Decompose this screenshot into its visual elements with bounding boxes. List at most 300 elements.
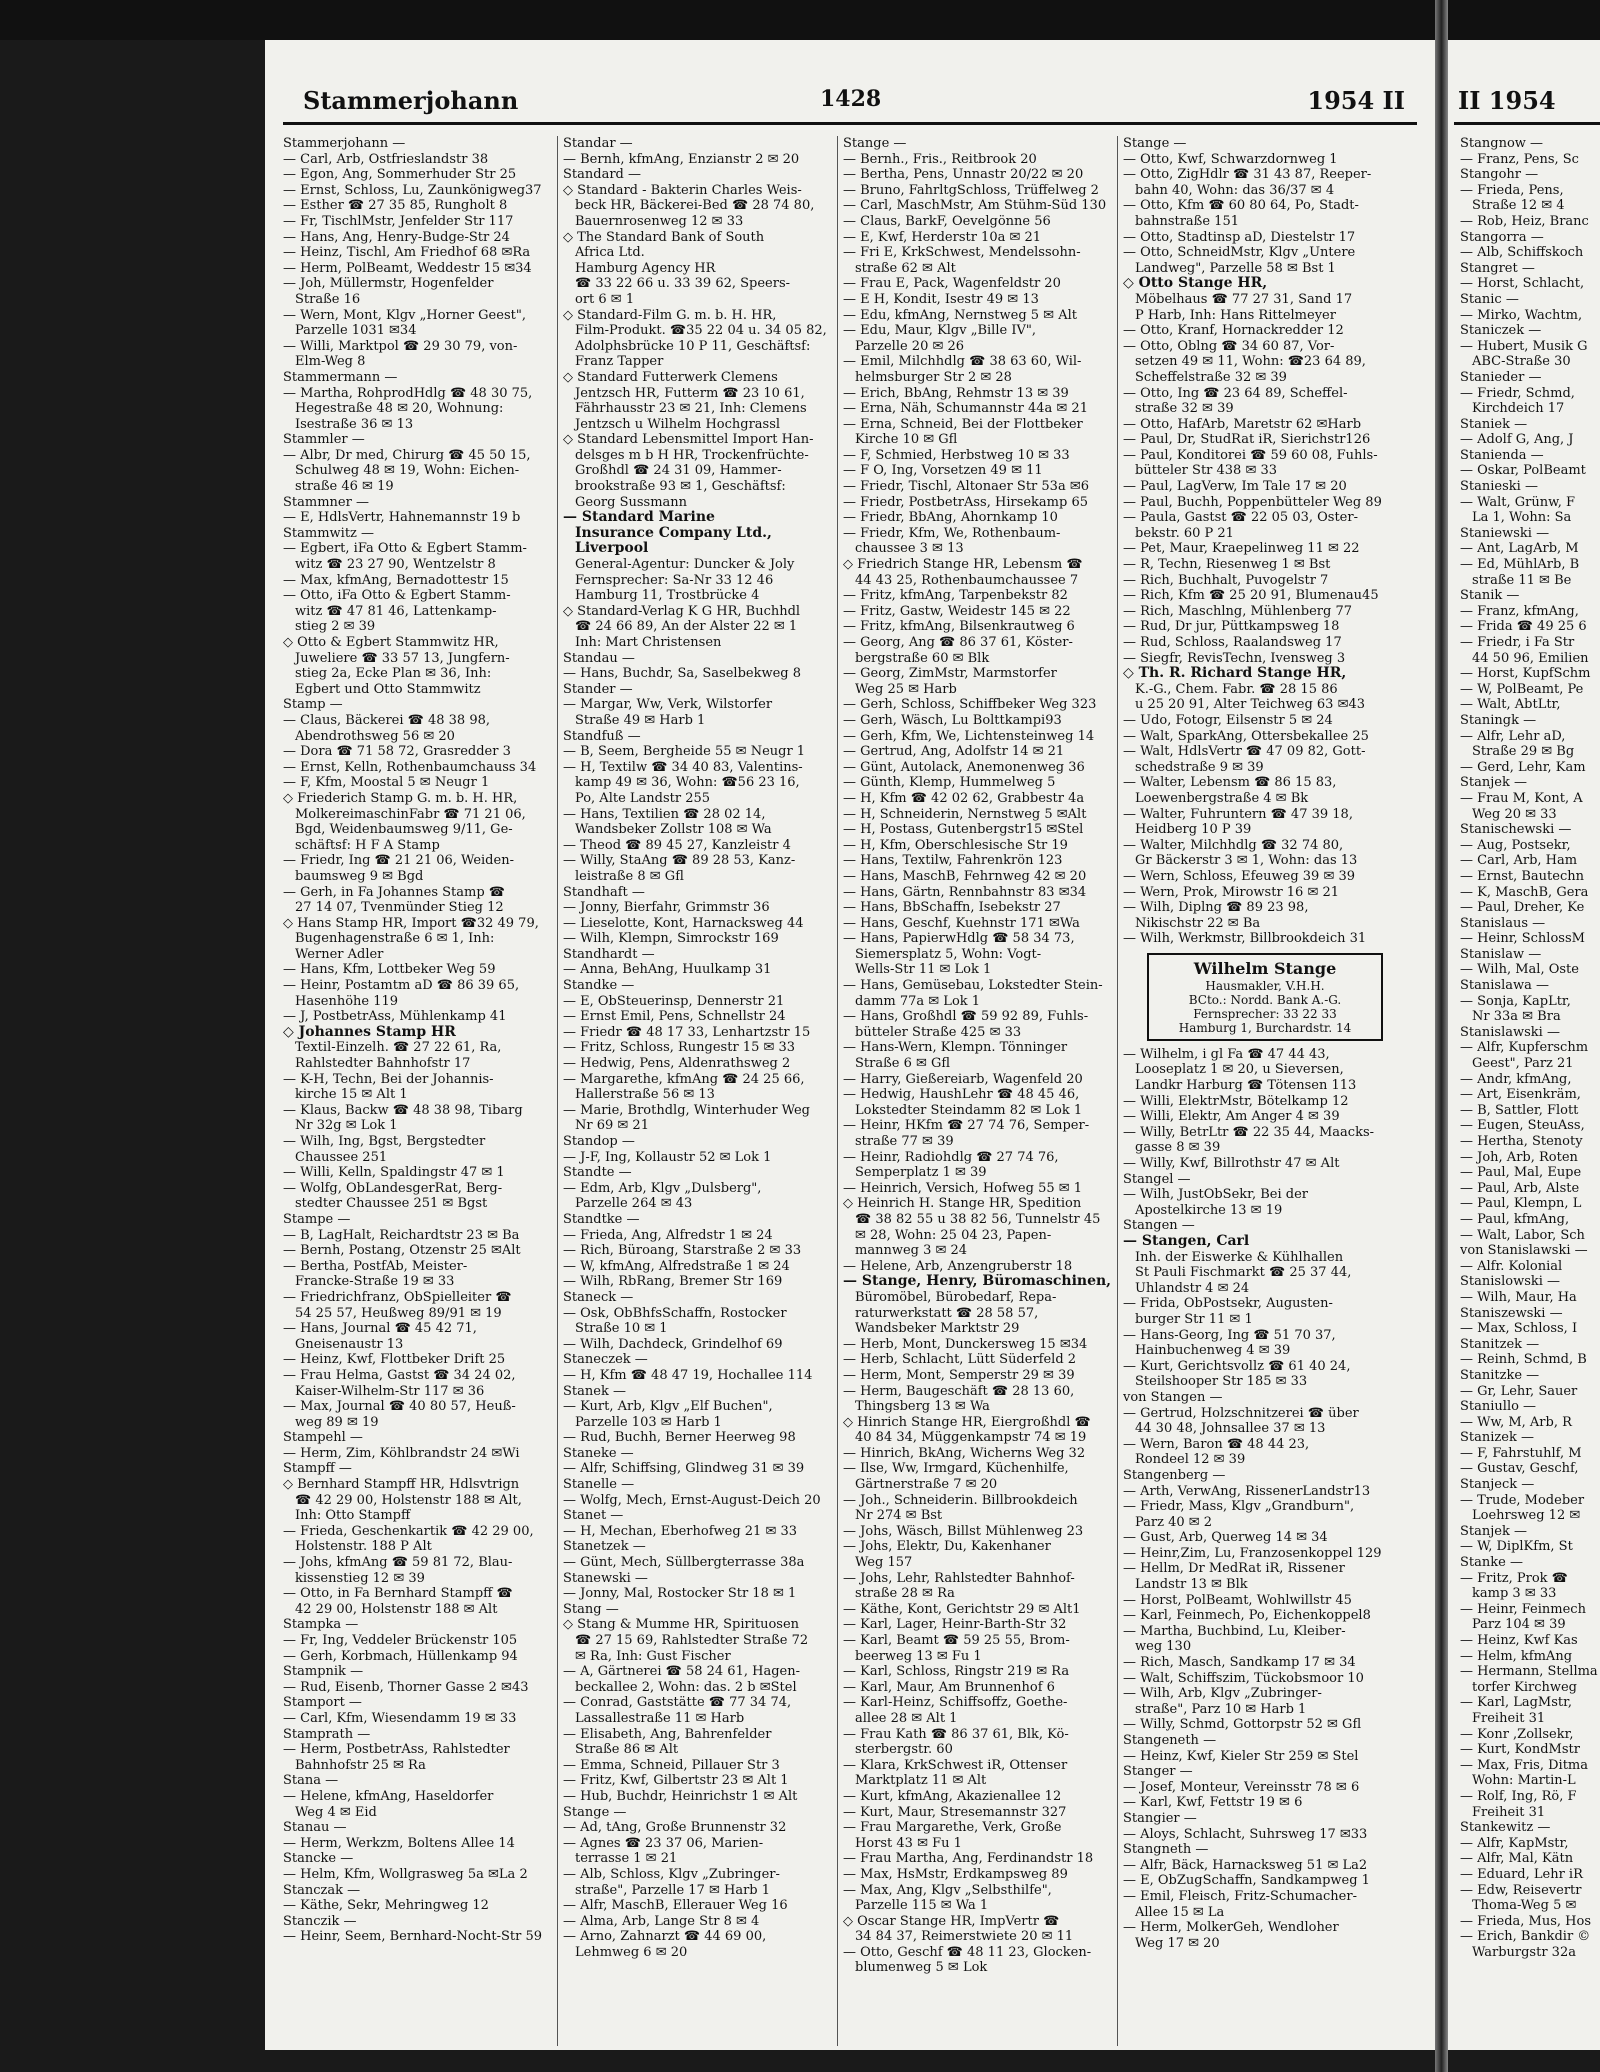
directory-entry: stieg 2a, Ecke Plan ✉ 36, Inh: (295, 666, 492, 682)
directory-entry: — Gertrud, Holzschnitzerei ☎ über (1123, 1405, 1359, 1421)
directory-entry: — R, Techn, Riesenweg 1 ✉ Bst (1123, 557, 1331, 573)
directory-entry: Straße 6 ✉ Gfl (855, 1056, 951, 1072)
directory-entry: — Hans, Gemüsebau, Lokstedter Stein- (843, 978, 1103, 994)
directory-entry: brookstraße 93 ✉ 1, Geschäftsf: (575, 479, 786, 495)
directory-entry: — Arth, VerwAng, RissenerLandstr13 (1123, 1483, 1371, 1499)
directory-entry: ◇ Standard-Film G. m. b. H. HR, (563, 307, 777, 323)
directory-entry: ◇ Oscar Stange HR, ImpVertr ☎ (843, 1913, 1060, 1929)
surname-heading: Stangier — (1123, 1810, 1197, 1826)
directory-entry: Semperplatz 1 ✉ 39 (855, 1165, 987, 1181)
directory-entry: — Alfr, Mal, Kätn (1460, 1851, 1574, 1867)
directory-entry: — Wilh, Diplng ☎ 89 23 98, (1123, 900, 1309, 916)
directory-entry: — Dora ☎ 71 58 72, Grasredder 3 (283, 744, 511, 760)
surname-heading: Stangneth — (1123, 1842, 1209, 1858)
surname-heading: Staniek — (1460, 416, 1528, 432)
directory-entry: — Paul, Dreher, Ke (1460, 900, 1585, 916)
directory-entry: Straße 49 ✉ Harb 1 (575, 712, 706, 728)
directory-entry: — Erich, BbAng, Rehmstr 13 ✉ 39 (843, 385, 1069, 401)
directory-entry: — Fritz, Prok ☎ (1460, 1570, 1568, 1586)
column-4 (1123, 136, 1391, 2046)
surname-heading: Standfuß — (563, 728, 641, 744)
directory-entry: — Günt, Autolack, Anemonenweg 36 (843, 759, 1085, 775)
directory-entry: straße 28 ✉ Ra (855, 1586, 955, 1602)
directory-entry: bekstr. 60 P 21 (1135, 525, 1234, 541)
directory-entry: — Helene, Arb, Anzengruberstr 18 (843, 1258, 1073, 1274)
directory-entry: — Fritz, Gastw, Weidestr 145 ✉ 22 (843, 603, 1071, 619)
surname-heading: Stammwitz — (283, 525, 375, 541)
facing-header-rule (1454, 122, 1600, 125)
directory-entry: leistraße 8 ✉ Gfl (575, 868, 684, 884)
directory-entry: — Margar, Ww, Verk, Wilstorfer (563, 697, 773, 713)
directory-entry: — Fritz, kfmAng, Bilsenkrautweg 6 (843, 619, 1075, 635)
directory-entry: — Frieda, Pens, (1460, 182, 1564, 198)
directory-entry: — Wilh, Arb, Klgv „Zubringer- (1123, 1686, 1322, 1702)
directory-entry: — Hans, BbSchaffn, Isebekstr 27 (843, 900, 1061, 916)
directory-entry: — Max, Fris, Ditma (1460, 1757, 1589, 1773)
directory-entry: — Alfr, Bäck, Harnacksweg 51 ✉ La2 (1123, 1857, 1368, 1873)
surname-heading: Stanjek — (1460, 775, 1527, 791)
directory-entry: — Willi, Kelln, Spaldingstr 47 ✉ 1 (283, 1165, 505, 1181)
directory-entry: — Gertrud, Ang, Adolfstr 14 ✉ 21 (843, 744, 1065, 760)
directory-entry: — B, LagHalt, Reichardtstr 23 ✉ Ba (283, 1227, 520, 1243)
directory-entry: — Ad, tAng, Große Brunnenstr 32 (563, 1820, 787, 1836)
directory-entry: — Paul, Konditorei ☎ 59 60 08, Fuhls- (1123, 447, 1378, 463)
directory-entry: — Wolfg, ObLandesgerRat, Berg- (283, 1180, 503, 1196)
directory-entry: — Ww, M, Arb, R (1460, 1414, 1572, 1430)
directory-entry: — Walter, Fuhruntern ☎ 47 39 18, (1123, 806, 1353, 822)
directory-entry: — Gerh, Korbmach, Hüllenkamp 94 (283, 1648, 518, 1664)
directory-entry: — Karl, LagMstr, (1460, 1695, 1573, 1711)
surname-heading: Stanic — (1460, 291, 1519, 307)
directory-entry: schedstraße 9 ✉ 39 (1135, 759, 1264, 775)
directory-entry: Abendrothsweg 56 ✉ 20 (295, 728, 455, 744)
directory-entry: K.-G., Chem. Fabr. ☎ 28 15 86 (1135, 681, 1338, 697)
directory-entry: — Harry, Gießereiarb, Wagenfeld 20 (843, 1071, 1083, 1087)
directory-entry: — F, Fahrstuhlf, M (1460, 1445, 1582, 1461)
directory-entry: — Rob, Heiz, Branc (1460, 213, 1589, 229)
directory-entry: — Friedr, i Fa Str (1460, 635, 1575, 650)
directory-entry: Kirche 10 ✉ Gfl (855, 432, 958, 448)
directory-entry: Nikischstr 22 ✉ Ba (1135, 915, 1261, 931)
directory-entry: Thoma-Weg 5 ✉ (1472, 1898, 1577, 1914)
directory-entry: blumenweg 5 ✉ Lok (855, 1960, 988, 1976)
directory-entry: — W, PolBeamt, Pe (1460, 681, 1584, 697)
directory-entry: — Standard Marine (563, 510, 715, 526)
surname-heading: Stanczik — (283, 1913, 357, 1929)
surname-heading: Stammerjohann — (283, 136, 406, 151)
directory-entry: — Rud, Dr jur, Püttkampsweg 18 (1123, 619, 1340, 635)
ad-line3: Fernsprecher: 33 22 33 (1193, 1006, 1337, 1021)
directory-entry: bütteler Straße 425 ✉ 33 (855, 1024, 1022, 1040)
running-head: Stammerjohann (303, 86, 519, 115)
directory-entry: Georg Sussmann (575, 494, 688, 510)
directory-entry: — Ernst, Bautechn (1460, 868, 1584, 884)
directory-entry: — Heinr, Seem, Bernhard-Nocht-Str 59 (283, 1929, 543, 1945)
surname-heading: Stangohr — (1460, 167, 1539, 183)
directory-entry: ◇ Standard - Bakterin Charles Weis- (563, 182, 802, 198)
directory-entry: — Friedr, Ing ☎ 21 21 06, Weiden- (283, 853, 514, 869)
directory-entry: — Eduard, Lehr iR (1460, 1866, 1583, 1882)
directory-entry: kirche 15 ✉ Alt 1 (295, 1087, 408, 1103)
directory-entry: witz ☎ 47 81 46, Lattenkamp- (295, 603, 497, 619)
directory-entry: — Alb, Schiffskoch (1460, 245, 1584, 261)
directory-entry: — A, Gärtnerei ☎ 58 24 61, Hagen- (563, 1664, 800, 1680)
directory-entry: terrasse 1 ✉ 21 (575, 1851, 678, 1867)
directory-entry: Werner Adler (295, 946, 384, 962)
directory-entry: — Marie, Brothdlg, Winterhuder Weg (563, 1102, 810, 1118)
surname-heading: Standhardt — (563, 946, 655, 962)
directory-entry: — Egbert, iFa Otto & Egbert Stamm- (283, 541, 527, 557)
directory-entry: Juweliere ☎ 33 57 13, Jungfern- (295, 650, 510, 666)
directory-entry: bütteler Str 438 ✉ 33 (1135, 463, 1278, 479)
surname-heading: Stanitzek — (1460, 1336, 1540, 1352)
directory-entry: ☎ 27 15 69, Rahlstedter Straße 72 (575, 1633, 809, 1648)
directory-entry: — Albr, Dr med, Chirurg ☎ 45 50 15, (283, 447, 531, 463)
directory-entry: — Andr, kfmAng, (1460, 1071, 1572, 1087)
directory-entry: — Hinrich, BkAng, Wicherns Weg 32 (843, 1445, 1086, 1461)
directory-entry: — Walt, SparkAng, Ottersbekallee 25 (1123, 728, 1369, 744)
surname-heading: Stampnik — (283, 1664, 364, 1680)
directory-entry: — Alfr, Schiffsing, Glindweg 31 ✉ 39 (563, 1461, 805, 1477)
directory-entry: — Friedr ☎ 48 17 33, Lenhartzstr 15 (563, 1024, 811, 1040)
directory-entry: — Rolf, Ing, Rö, F (1460, 1788, 1577, 1804)
directory-entry: Siemersplatz 5, Wohn: Vogt- (855, 946, 1042, 962)
directory-entry: — Klaus, Backw ☎ 48 38 98, Tibarg (283, 1102, 523, 1118)
directory-entry: — Fr, Ing, Veddeler Brückenstr 105 (283, 1633, 518, 1648)
directory-entry: — Bernh., Fris., Reitbrook 20 (843, 151, 1037, 167)
directory-entry: — Paul, Klempn, L (1460, 1196, 1582, 1212)
surname-heading: Stampe — (283, 1211, 351, 1227)
directory-entry: — Frau Kath ☎ 86 37 61, Blk, Kö- (843, 1726, 1069, 1742)
directory-entry: Uhlandstr 4 ✉ 24 (1135, 1280, 1250, 1296)
directory-entry: ◇ Friederich Stamp G. m. b. H. HR, (283, 790, 518, 806)
directory-entry: ◇ Standard-Verlag K G HR, Buchhdl (563, 603, 801, 619)
directory-entry: La 1, Wohn: Sa (1472, 510, 1572, 526)
directory-entry: — Herb, Mont, Dunckersweg 15 ✉34 (843, 1336, 1088, 1352)
surname-heading: Stander — (563, 681, 633, 697)
surname-heading: Stanislawa — (1460, 978, 1550, 994)
directory-entry: Hamburg 11, Trostbrücke 4 (575, 588, 760, 604)
column-2 (563, 136, 831, 2046)
directory-entry: — Gerd, Lehr, Kam (1460, 759, 1586, 775)
directory-entry: — Ernst Emil, Pens, Schnellstr 24 (563, 1009, 786, 1025)
directory-entry: — Lieselotte, Kont, Harnacksweg 44 (563, 915, 804, 931)
directory-entry: — K-H, Techn, Bei der Johannis- (283, 1071, 494, 1087)
directory-entry: — Walt, Grünw, F (1460, 494, 1575, 510)
surname-heading: Stanieski — (1460, 479, 1538, 495)
surname-heading: Stamp — (283, 697, 343, 713)
directory-entry: — Friedr, Schmd, (1460, 385, 1575, 401)
directory-entry: beck HR, Bäckerei-Bed ☎ 28 74 80, (575, 198, 815, 214)
directory-entry: — Gerh, Wäsch, Lu Bolttkampi93 (843, 712, 1062, 728)
directory-entry: Film-Produkt. ☎35 22 04 u. 34 05 82, (575, 323, 827, 339)
directory-entry: MolkereimaschinFabr ☎ 71 21 06, (295, 806, 526, 822)
surname-heading: Stangen — (1123, 1218, 1195, 1234)
directory-entry: — Friedr, Tischl, Altonaer Str 53a ✉6 (843, 479, 1089, 495)
directory-entry: — Rich, Maschlng, Mühlenberg 77 (1123, 603, 1353, 619)
directory-entry: ◇ The Standard Bank of South (563, 229, 765, 245)
directory-entry: — H, Textilw ☎ 34 40 83, Valentins- (563, 759, 803, 775)
directory-entry: — Gerh, Schloss, Schiffbeker Weg 323 (843, 697, 1097, 713)
directory-entry: — Hermann, Stellma (1460, 1664, 1598, 1680)
directory-entry: — Wilh, Werkmstr, Billbrookdeich 31 (1123, 931, 1367, 947)
directory-entry: — Kurt, Arb, Klgv „Elf Buchen", (563, 1399, 773, 1415)
directory-entry: — Herb, Schlacht, Lütt Süderfeld 2 (843, 1352, 1077, 1368)
directory-entry: — Sonja, KapLtr, (1460, 993, 1571, 1009)
directory-entry: — Wilhelm, i gl Fa ☎ 47 44 43, (1123, 1046, 1330, 1062)
directory-entry: — Kurt, KondMstr (1460, 1742, 1580, 1758)
directory-entry: Parz 40 ✉ 2 (1135, 1514, 1213, 1530)
directory-entry: — H, Kfm ☎ 48 47 19, Hochallee 114 (563, 1367, 813, 1383)
directory-entry: — Paul, Buchh, Poppenbütteler Weg 89 (1123, 494, 1382, 510)
directory-entry: Warburgstr 32a (1472, 1944, 1576, 1960)
directory-entry: weg 89 ✉ 19 (295, 1414, 379, 1430)
directory-entry: — F O, Ing, Vorsetzen 49 ✉ 11 (843, 463, 1043, 479)
surname-heading: Stanislaw — (1460, 946, 1542, 962)
directory-entry: — Horst, Schlacht, (1460, 276, 1585, 292)
directory-entry: straße 77 ✉ 39 (855, 1134, 954, 1149)
directory-entry: — Erna, Schneid, Bei der Flottbeker (843, 416, 1083, 432)
surname-heading: Stangel — (1123, 1171, 1191, 1187)
directory-entry: ◇ Friedrich Stange HR, Lebensm ☎ (843, 557, 1083, 573)
directory-entry: Nr 69 ✉ 21 (575, 1118, 649, 1134)
directory-entry: sterbergstr. 60 (855, 1742, 953, 1758)
directory-entry: Chaussee 251 (295, 1149, 388, 1165)
directory-entry: — Eugen, SteuAss, (1460, 1118, 1585, 1134)
directory-entry: — Helm, Kfm, Wollgrasweg 5a ✉La 2 (283, 1866, 528, 1882)
directory-entry: — Arno, Zahnarzt ☎ 44 69 00, (563, 1929, 767, 1945)
directory-entry: — Wilh, Maur, Ha (1460, 1289, 1577, 1305)
directory-entry: ◇ Standard Lebensmittel Import Han- (563, 432, 814, 448)
directory-entry: — Erich, Bankdir © (1460, 1929, 1591, 1945)
directory-entry: helmsburger Str 2 ✉ 28 (855, 369, 1012, 385)
directory-entry: Weg 17 ✉ 20 (1135, 1935, 1220, 1951)
directory-entry: Nr 32g ✉ Lok 1 (295, 1118, 398, 1134)
directory-entry: — Heinr, Feinmech (1460, 1601, 1586, 1617)
directory-entry: — E H, Kondit, Isestr 49 ✉ 13 (843, 291, 1039, 307)
directory-entry: — Walt, Schiffszim, Tückobsmoor 10 (1123, 1670, 1364, 1686)
directory-entry: — Paula, Gastst ☎ 22 05 03, Oster- (1123, 510, 1358, 526)
directory-entry: — H, Kfm ☎ 42 02 62, Grabbestr 4a (843, 790, 1085, 806)
directory-entry: Hainbuchenweg 4 ✉ 39 (1135, 1343, 1291, 1359)
header-rule (283, 122, 1417, 125)
directory-entry: — Herm, Mont, Semperstr 29 ✉ 39 (843, 1367, 1075, 1383)
directory-entry: ◇ Bernhard Stampff HR, Hdlsvtrign (283, 1477, 520, 1493)
directory-entry: — W, DiplKfm, St (1460, 1539, 1573, 1555)
directory-entry: gasse 8 ✉ 39 (1135, 1140, 1221, 1156)
surname-heading: Stampka — (283, 1617, 359, 1633)
directory-entry: — Anna, BehAng, Huulkamp 31 (563, 962, 772, 978)
directory-entry: — Franz, Pens, Sc (1460, 151, 1579, 167)
directory-entry: — Jonny, Mal, Rostocker Str 18 ✉ 1 (563, 1586, 797, 1602)
directory-entry: — Fri E, KrkSchwest, Mendelssohn- (843, 245, 1081, 261)
directory-entry: Schulweg 48 ✉ 19, Wohn: Eichen- (295, 463, 520, 479)
directory-entry: — Walt, Labor, Sch (1460, 1227, 1585, 1243)
surname-heading: Stanitzke — (1460, 1367, 1540, 1383)
directory-entry: — Ernst, Kelln, Rothenbaumchauss 34 (283, 759, 537, 775)
directory-entry: Allee 15 ✉ La (1135, 1904, 1225, 1920)
surname-heading: von Stangen — (1123, 1389, 1223, 1405)
directory-entry: Insurance Company Ltd., (575, 525, 772, 541)
directory-entry: — Otto, ZigHdlr ☎ 31 43 87, Reeper- (1123, 167, 1372, 183)
directory-entry: — Wern, Baron ☎ 48 44 23, (1123, 1436, 1310, 1452)
directory-entry: Großhdl ☎ 24 31 09, Hammer- (575, 463, 782, 479)
surname-heading: Stanik — (1460, 588, 1520, 604)
directory-entry: — Otto, SchneidMstr, Klgv „Untere (1123, 245, 1356, 261)
surname-heading: Stangorra — (1460, 229, 1544, 245)
surname-heading: Stanischewski — (1460, 822, 1572, 838)
directory-entry: — Conrad, Gaststätte ☎ 77 34 74, (563, 1695, 792, 1711)
directory-entry: — Carl, Kfm, Wiesendamm 19 ✉ 33 (283, 1710, 517, 1726)
directory-entry: Parz 104 ✉ 39 (1472, 1617, 1566, 1633)
directory-entry: — Rich, Büroang, Starstraße 2 ✉ 33 (563, 1243, 802, 1259)
surname-heading: Stanislowski — (1460, 1274, 1561, 1290)
directory-entry: burger Str 11 ✉ 1 (1135, 1311, 1253, 1327)
directory-entry: — Udo, Fotogr, Eilsenstr 5 ✉ 24 (1123, 712, 1333, 728)
directory-entry: — Herm, Werkzm, Boltens Allee 14 (283, 1835, 515, 1851)
column-3 (843, 136, 1111, 2046)
directory-entry: — Herm, Zim, Köhlbrandstr 24 ✉Wi (283, 1445, 520, 1461)
directory-entry: Inh. der Eiswerke & Kühlhallen (1135, 1249, 1344, 1265)
directory-entry: — B, Sattler, Flott (1460, 1102, 1579, 1118)
directory-entry: — Hans, Kfm, Lottbeker Weg 59 (283, 962, 496, 978)
directory-entry: — Horst, KupfSchm (1460, 666, 1591, 682)
directory-entry: — Bertha, PostfAb, Meister- (283, 1258, 468, 1274)
directory-entry: — Heinz, Kwf, Flottbeker Drift 25 (283, 1352, 506, 1368)
directory-entry: bergstraße 60 ✉ Blk (855, 650, 990, 666)
directory-entry: — Wern, Schloss, Efeuweg 39 ✉ 39 (1123, 868, 1356, 884)
directory-entry: Freiheit 31 (1472, 1710, 1546, 1726)
directory-entry: straße 11 ✉ Be (1472, 572, 1572, 588)
directory-entry: Apostelkirche 13 ✉ 19 (1135, 1202, 1283, 1218)
directory-entry: Kaiser-Wilhelm-Str 117 ✉ 36 (295, 1383, 485, 1399)
directory-entry: — Bernh, kfmAng, Enzianstr 2 ✉ 20 (563, 151, 800, 167)
directory-entry: Büromöbel, Bürobedarf, Repa- (855, 1289, 1057, 1305)
surname-heading: Stampehl — (283, 1430, 363, 1446)
directory-entry: straße 32 ✉ 39 (1135, 401, 1234, 417)
directory-entry: — Aloys, Schlacht, Suhrsweg 17 ✉33 (1123, 1826, 1368, 1842)
surname-heading: Staniszewski — (1460, 1305, 1563, 1321)
surname-heading: Staniewski — (1460, 525, 1550, 541)
directory-entry: — Käthe, Sekr, Mehringweg 12 (283, 1898, 489, 1914)
directory-entry: Bugenhagenstraße 6 ✉ 1, Inh: (295, 931, 495, 947)
directory-entry: — Otto, Geschf ☎ 48 11 23, Glocken- (843, 1944, 1092, 1960)
directory-entry: Nr 33a ✉ Bra (1472, 1009, 1561, 1025)
directory-entry: — Walter, Lebensm ☎ 86 15 83, (1123, 775, 1337, 791)
directory-entry: — Otto, in Fa Bernhard Stampff ☎ (283, 1586, 513, 1602)
surname-heading: Stangeneth — (1123, 1733, 1217, 1748)
directory-entry: — Herm, PostbetrAss, Rahlstedter (283, 1742, 510, 1758)
directory-entry: — Otto, Stadtinsp aD, Diestelstr 17 (1123, 229, 1356, 245)
directory-entry: Weg 4 ✉ Eid (295, 1804, 377, 1820)
directory-entry: Parzelle 103 ✉ Harb 1 (575, 1414, 722, 1430)
directory-entry: — Joh, Müllermstr, Hogenfelder (283, 276, 494, 292)
directory-entry: — Paul, LagVerw, Im Tale 17 ✉ 20 (1123, 479, 1347, 495)
directory-entry: — Max, Schloss, I (1460, 1321, 1578, 1337)
directory-entry: ✉ 28, Wohn: 25 04 23, Papen- (855, 1227, 1052, 1243)
directory-entry: — Wolfg, Mech, Ernst-August-Deich 20 (563, 1492, 821, 1508)
surname-heading: Stangnow — (1460, 136, 1544, 151)
directory-entry: — Wilh, Mal, Oste (1460, 962, 1579, 978)
directory-entry: raturwerkstatt ☎ 28 58 57, (855, 1305, 1039, 1321)
surname-heading: Stangret — (1460, 260, 1535, 276)
directory-entry: — Elisabeth, Ang, Bahrenfelder (563, 1726, 772, 1742)
surname-heading: Stanjek — (1460, 1523, 1527, 1539)
surname-heading: Stammler — (283, 432, 365, 448)
directory-entry: — Hans-Georg, Ing ☎ 51 70 37, (1123, 1327, 1336, 1343)
directory-entry: — Heinrich, Versich, Hofweg 55 ✉ 1 (843, 1180, 1083, 1196)
directory-entry: — H, Mechan, Eberhofweg 21 ✉ 33 (563, 1523, 798, 1539)
directory-entry: — Wilh, Klempn, Simrockstr 169 (563, 931, 779, 947)
directory-entry: — Heinz, Kwf Kas (1460, 1633, 1578, 1648)
directory-entry: Egbert und Otto Stammwitz (295, 681, 481, 697)
directory-entry: — Fritz, Kwf, Gilbertstr 23 ✉ Alt 1 (563, 1773, 789, 1789)
surname-heading: Stammermann — (283, 369, 398, 385)
surname-heading: Stamport — (283, 1695, 362, 1711)
directory-entry: ◇ Otto & Egbert Stammwitz HR, (283, 635, 499, 650)
directory-entry: ABC-Straße 30 (1472, 354, 1571, 370)
directory-entry: — Hertha, Stenoty (1460, 1134, 1583, 1149)
directory-entry: — Heinr, SchlossM (1460, 931, 1585, 947)
surname-heading: Stanau — (283, 1820, 347, 1836)
directory-entry: Jentzsch HR, Futterm ☎ 23 10 61, (575, 385, 805, 401)
directory-entry: — Adolf G, Ang, J (1460, 432, 1574, 448)
directory-entry: — Hans-Wern, Klempn. Tönninger (843, 1040, 1068, 1056)
directory-entry: — E, HdlsVertr, Hahnemannstr 19 b (283, 510, 521, 526)
directory-entry: Africa Ltd. (575, 245, 645, 261)
surname-heading: Stanke — (1460, 1555, 1523, 1571)
directory-entry: — Frieda, Mus, Hos (1460, 1913, 1592, 1929)
directory-entry: Rahlstedter Bahnhofstr 17 (295, 1056, 471, 1072)
directory-entry: — Theod ☎ 89 45 27, Kanzleistr 4 (563, 837, 791, 853)
directory-entry: ◇ Standard Futterwerk Clemens (563, 369, 778, 385)
directory-entry: — Gerh, in Fa Johannes Stamp ☎ (283, 884, 506, 900)
directory-entry: Wandsbeker Marktstr 29 (855, 1321, 1020, 1337)
surname-heading: Stanetzek — (563, 1539, 646, 1555)
directory-entry: — Rud, Eisenb, Thorner Gasse 2 ✉43 (283, 1679, 529, 1695)
directory-entry: — Otto, Kwf, Schwarzdornweg 1 (1123, 151, 1338, 167)
directory-entry: Landstr 13 ✉ Blk (1135, 1577, 1248, 1593)
surname-heading: Stanjeck — (1460, 1477, 1535, 1493)
directory-entry: — Helm, kfmAng (1460, 1648, 1573, 1664)
directory-entry: — Helene, kfmAng, Haseldorfer (283, 1788, 494, 1804)
advertisement-box (1147, 953, 1383, 1041)
directory-entry: — Rud, Schloss, Raalandsweg 17 (1123, 635, 1342, 650)
directory-entry: — Günt, Mech, Süllbergterrasse 38a (563, 1555, 805, 1571)
directory-entry: 40 84 34, Müggenkampstr 74 ✉ 19 (855, 1430, 1087, 1446)
directory-entry: — Heinr, HKfm ☎ 27 74 76, Semper- (843, 1118, 1090, 1134)
directory-entry: Straße 12 ✉ 4 (1472, 198, 1565, 214)
directory-entry: — Hellm, Dr MedRat iR, Rissener (1123, 1561, 1345, 1577)
directory-entry: — Heinr, Postamtm aD ☎ 86 39 65, (283, 978, 520, 994)
directory-entry: General-Agentur: Duncker & Joly (575, 557, 795, 573)
directory-entry: — Johs, Wäsch, Billst Mühlenweg 23 (843, 1523, 1084, 1539)
directory-entry: — Alb, Schloss, Klgv „Zubringer- (563, 1866, 780, 1882)
directory-entry: — Wilh, Ing, Bgst, Bergstedter (283, 1134, 486, 1149)
directory-entry: Freiheit 31 (1472, 1804, 1546, 1820)
directory-entry: — Fritz, kfmAng, Tarpenbekstr 82 (843, 588, 1068, 604)
directory-entry: — Reinh, Schmd, B (1460, 1352, 1587, 1368)
directory-entry: Thingsberg 13 ✉ Wa (855, 1399, 990, 1415)
directory-entry: — J, PostbetrAss, Mühlenkamp 41 (283, 1009, 507, 1025)
surname-heading: Staneck — (563, 1289, 634, 1305)
directory-entry: 44 30 48, Johnsallee 37 ✉ 13 (1135, 1421, 1326, 1437)
directory-entry: — Konr ,Zollsekr, (1460, 1726, 1574, 1742)
directory-entry: — Gust, Arb, Querweg 14 ✉ 34 (1123, 1530, 1328, 1546)
directory-entry: Heidberg 10 P 39 (1135, 822, 1252, 838)
directory-entry: Parzelle 20 ✉ 26 (855, 338, 965, 354)
directory-entry: — Edu, kfmAng, Nernstweg 5 ✉ Alt (843, 307, 1077, 323)
